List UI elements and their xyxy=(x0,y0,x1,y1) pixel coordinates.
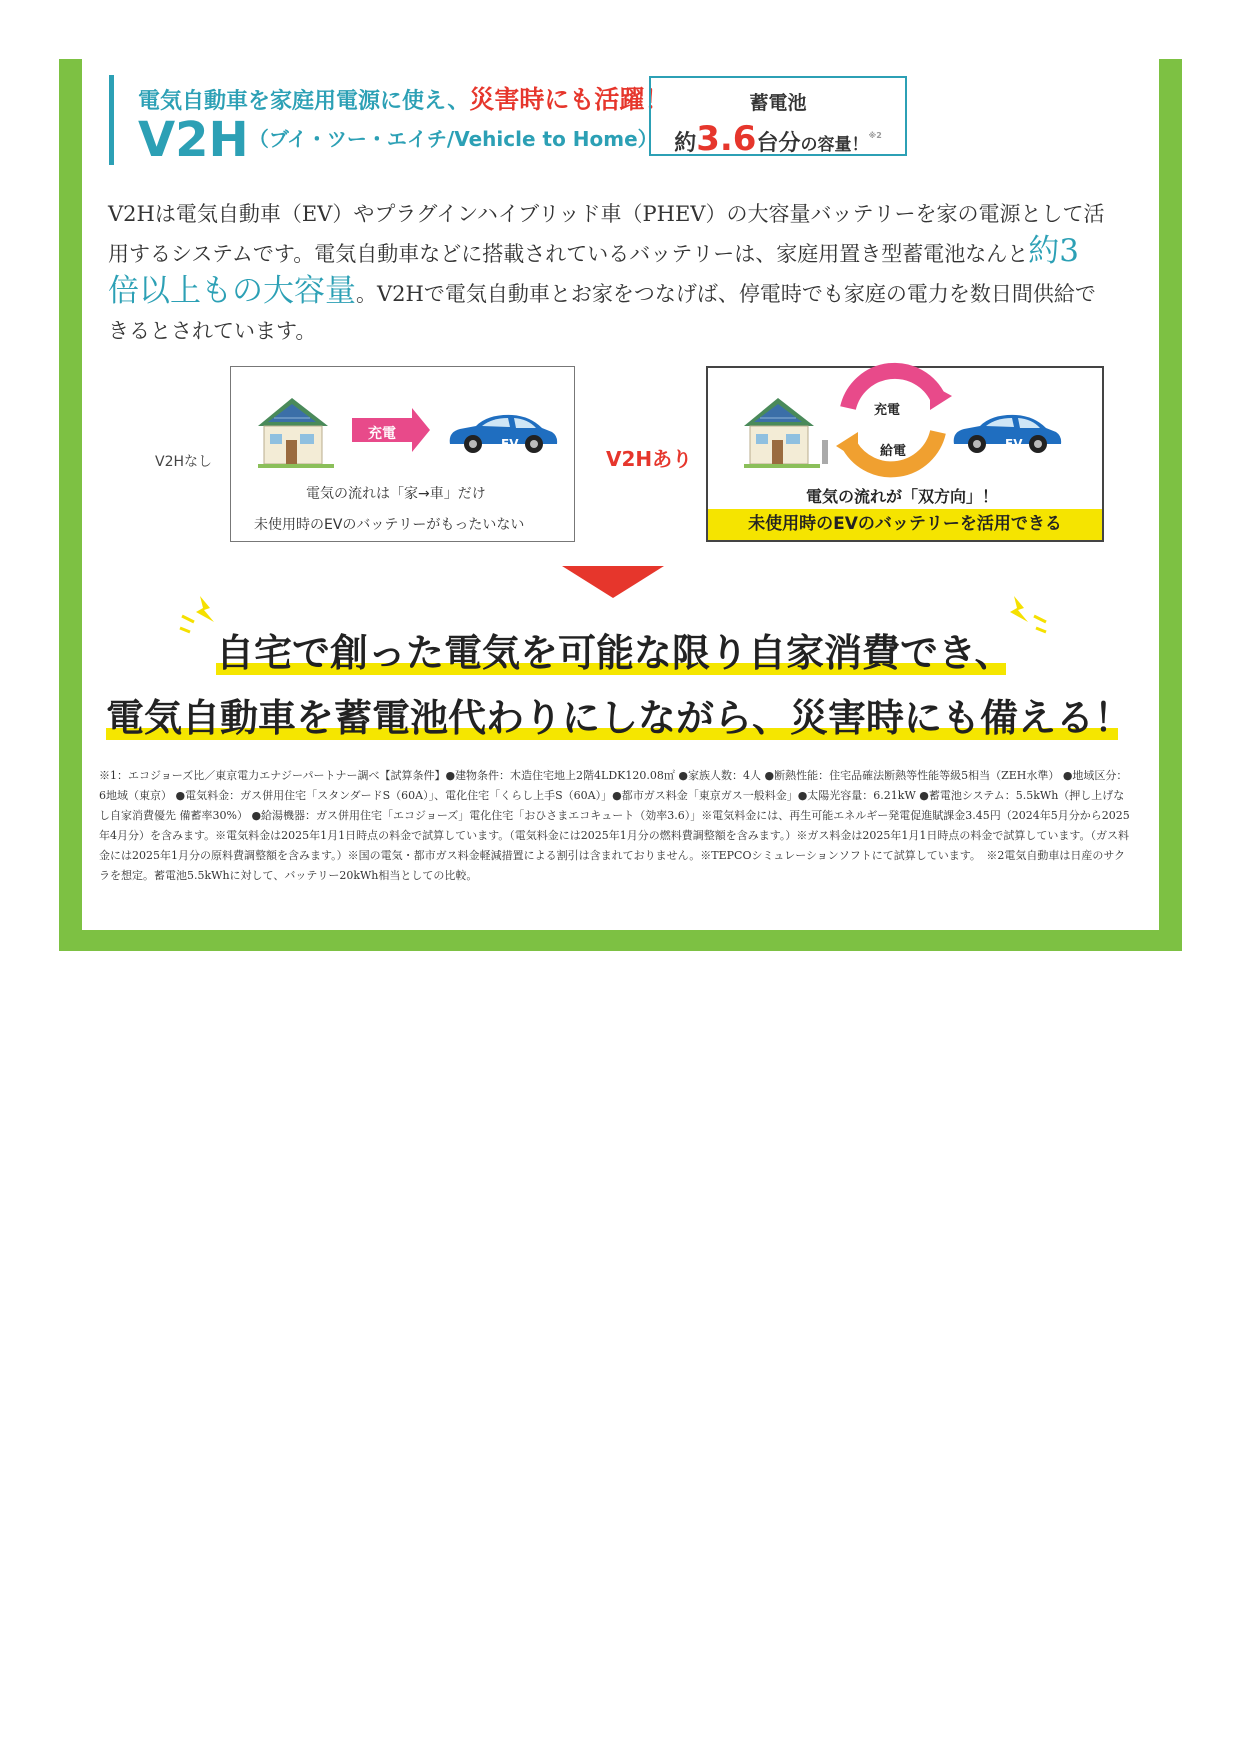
ev-label-right: EV xyxy=(1005,437,1023,451)
without-v2h-label: V2Hなし xyxy=(155,454,213,470)
house-icon xyxy=(258,398,334,468)
badge-label: 蓄電池 xyxy=(749,92,807,114)
charge-cycle-label: 充電 xyxy=(874,403,901,418)
title-reading: （ブイ・ツー・エイチ/Vehicle to Home） xyxy=(248,127,658,151)
without-caption-2: 未使用時のEVのバッテリーがもったいない xyxy=(254,517,525,533)
badge-value: 約3.6台分の容量！$^{※2}$ xyxy=(674,119,882,159)
headline-line-1: 自宅で創った電気を可能な限り自家消費でき、 xyxy=(216,631,1013,675)
without-caption-1: 電気の流れは「家→車」だけ xyxy=(306,486,486,502)
footnote: ※1：エコジョーズ比／東京電力エナジーパートナー調べ【試算条件】●建物条件：木造住宅地上2階4LDK120.08㎡ ●家族人数：4人 ●断熱性能：住宅品確法断熱等性能等級5相当（ZEH水準） ●地域区分：6地域（東京） ●電気料金：ガス併用住宅「スタンダードS（60A）」、電化住宅「くらし上手S（60A）」●都市ガス料金「東京ガス一般料金」●太陽光容量：6.21kW ●蓄電池システム：5.5kWh（押し上げなし自家消費優先 備蓄率30%） ●給湯機器：ガス併用住宅「エコジョーズ」電化住宅「おひさまエコキュート（効率3.6）」※電気料金には、再生可能エネルギー発電促進賦課金3.45円（2024年5月分から2025年4月分）を含みます。※電気料金は2025年1月1日時点の料金で試算しています。（電気料金には2025年1月分の燃料費調整額を含みます。）※ガス料金は2025年1月1日時点の料金で試算しています。（ガス料金には2025年1月分の原料費調整額を含みます。）※国の電気・都市ガス料金軽減措置による割引は含まれておりません。※TEPCOシミュレーションソフトにて試算しています。 ※2電気自動車は日産のサクラを想定。蓄電池5.5kWhに対して、バッテリー20kWh相当としての比較。 xyxy=(99,769,1130,882)
page-title: V2H（ブイ・ツー・エイチ/Vehicle to Home） xyxy=(138,112,658,168)
subtitle: 電気自動車を家庭用電源に使え、災害時にも活躍！ xyxy=(138,85,670,114)
lightning-icon-left xyxy=(196,596,214,622)
ev-label: EV xyxy=(501,437,519,451)
with-caption-2: 未使用時のEVのバッテリーを活用できる xyxy=(708,509,1102,540)
with-caption-1: 電気の流れが「双方向」！ xyxy=(806,487,999,506)
headline-line-2: 電気自動車を蓄電池代わりにしながら、災害時にも備える！ xyxy=(106,696,1133,740)
with-v2h-label: V2Hあり xyxy=(606,447,693,471)
lightning-icon-right xyxy=(1010,596,1028,622)
intro-paragraph: V2Hは電気自動車（EV）やプラグインハイブリッド車（PHEV）の大容量バッテリーを家の電源として活用するシステムです。電気自動車などに搭載されているバッテリーは、家庭用置き型蓄電池なんと約3倍以上もの大容量。V2Hで電気自動車とお家をつなげば、停電時でも家庭の電力を数日間供給できるとされています。 xyxy=(108,202,1105,343)
subtitle-highlight: 災害時にも活躍！ xyxy=(469,85,670,114)
supply-cycle-label: 給電 xyxy=(880,444,907,459)
charge-label: 充電 xyxy=(368,426,396,442)
solar-house-icon xyxy=(744,398,820,468)
intro-highlight: 約3倍以上もの大容量 xyxy=(108,233,1079,309)
down-arrow-icon xyxy=(562,566,664,598)
charger-icon xyxy=(822,440,828,464)
